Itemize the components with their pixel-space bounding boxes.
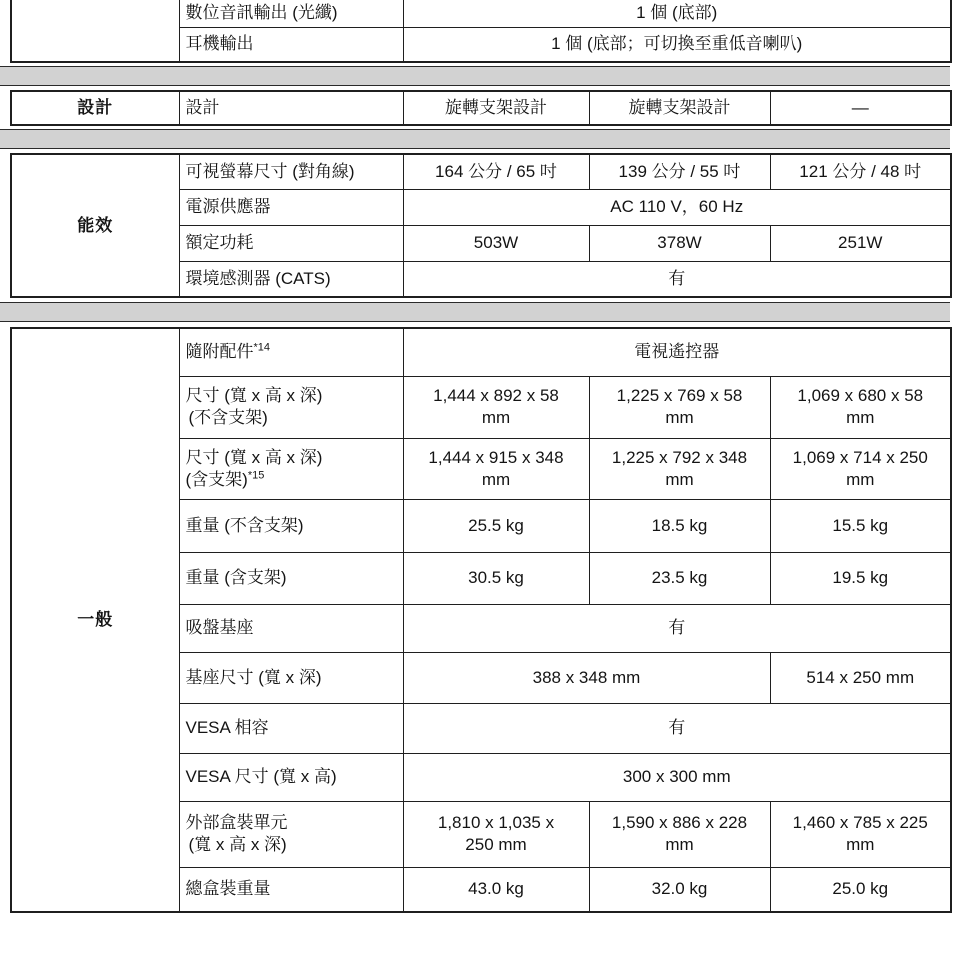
spec-value: 有 [403,604,951,652]
group-cell-empty [11,0,179,62]
spec-value: — [770,91,951,125]
spec-label-text: 外部盒裝單元 [185,813,288,833]
spec-value [403,801,589,867]
spec-value: 251W [770,225,951,261]
spec-value: 503W [403,225,589,261]
spec-value: AC 110 V，60 Hz [403,189,951,225]
spec-label: 吸盤基座 [179,604,403,652]
value-unit: mm [481,408,511,427]
value-line: 1,225 x 769 x 58 [616,386,743,406]
spec-value: 514 x 250 mm [770,652,951,703]
value-line: 1,069 x 714 x 250 [792,447,928,467]
spec-label-text: 尺寸 (寬 x 高 x 深) [185,447,323,467]
spec-label: 環境感測器 (CATS) [179,261,403,297]
spec-value [770,438,951,499]
spec-value: 23.5 kg [589,552,770,604]
spec-label: 重量 (含支架) [179,552,403,604]
spec-label: 可視螢幕尺寸 (對角線) [179,154,403,189]
spec-value: 164 公分 / 65 吋 [403,154,589,189]
value-line: 1,225 x 792 x 348 [611,447,748,467]
spec-label: 數位音訊輸出 (光纖) [179,0,403,27]
spec-label-text: (含支架) [185,469,248,489]
spec-value: 有 [403,261,951,297]
value-line: 1,590 x 886 x 228 [611,813,748,833]
spec-value [589,376,770,438]
spec-value: 19.5 kg [770,552,951,604]
table-section-ports [10,0,952,63]
spec-value: 139 公分 / 55 吋 [589,154,770,189]
value-line: 1,460 x 785 x 225 [792,813,928,833]
spec-value [403,376,589,438]
spec-value: 1 個 (底部；可切換至重低音喇叭) [403,27,951,62]
spec-value: 30.5 kg [403,552,589,604]
spec-label: 額定功耗 [179,225,403,261]
spec-label [179,801,403,867]
spec-value: 電視遙控器 [403,328,951,376]
value-unit: 250 mm [465,835,527,854]
spec-value: 121 公分 / 48 吋 [770,154,951,189]
spec-label: 設計 [179,91,403,125]
spec-value [403,438,589,499]
spec-label-text: 隨附配件 [185,342,254,362]
spec-label-text [186,469,397,491]
spec-value: 15.5 kg [770,499,951,552]
value-line: 1,444 x 892 x 58 [433,386,559,406]
value-unit: mm [665,408,694,427]
spec-value [770,801,951,867]
value-unit: mm [846,408,875,427]
spec-value: 32.0 kg [589,867,770,912]
table-section-energy [10,153,952,298]
table-row [11,91,951,125]
spec-label-text: (不含支架) [188,408,268,427]
spec-value: 388 x 348 mm [403,652,770,703]
footnote-marker: *15 [247,468,265,481]
spec-value: 43.0 kg [403,867,589,912]
spec-label [179,376,403,438]
spec-label: VESA 相容 [179,703,403,753]
spec-label: 總盒裝重量 [179,867,403,912]
spec-label: 耳機輸出 [179,27,403,62]
spec-label: 重量 (不含支架) [179,499,403,552]
value-unit: mm [846,835,875,854]
spec-value: 25.5 kg [403,499,589,552]
spec-value: 旋轉支架設計 [589,91,770,125]
table-section-design [10,90,952,126]
section-group-label: 一般 [11,328,179,912]
spec-value: 378W [589,225,770,261]
spec-value [770,376,951,438]
spec-label [179,438,403,499]
spec-value: 旋轉支架設計 [403,91,589,125]
value-unit: mm [481,469,511,489]
spec-value: 18.5 kg [589,499,770,552]
value-unit: mm [665,835,694,854]
spec-label: 基座尺寸 (寬 x 深) [179,652,403,703]
section-group-label: 能效 [11,154,179,297]
spec-label [179,328,403,376]
spec-value: 25.0 kg [770,867,951,912]
section-divider-bar [0,302,950,322]
value-line: 1,444 x 915 x 348 [428,447,564,467]
spec-value [589,801,770,867]
value-line: 1,069 x 680 x 58 [797,386,924,406]
spec-value: 1 個 (底部) [403,0,951,27]
spec-label: 電源供應器 [179,189,403,225]
spec-label-text: (寬 x 高 x 深) [188,835,287,854]
section-divider-bar [0,129,950,149]
value-line: 1,810 x 1,035 x [437,813,555,833]
footnote-marker: *14 [253,341,271,354]
spec-value: 有 [403,703,951,753]
table-row [11,154,951,189]
table-row [11,0,951,27]
value-unit: mm [846,469,875,489]
table-section-general [10,327,952,913]
section-divider-bar [0,66,950,86]
spec-label-text: 尺寸 (寬 x 高 x 深) [185,386,323,406]
spec-value: 300 x 300 mm [403,753,951,801]
spec-label: VESA 尺寸 (寬 x 高) [179,753,403,801]
spec-value [589,438,770,499]
section-group-label: 設計 [11,91,179,125]
table-row [11,328,951,376]
value-unit: mm [665,469,694,489]
